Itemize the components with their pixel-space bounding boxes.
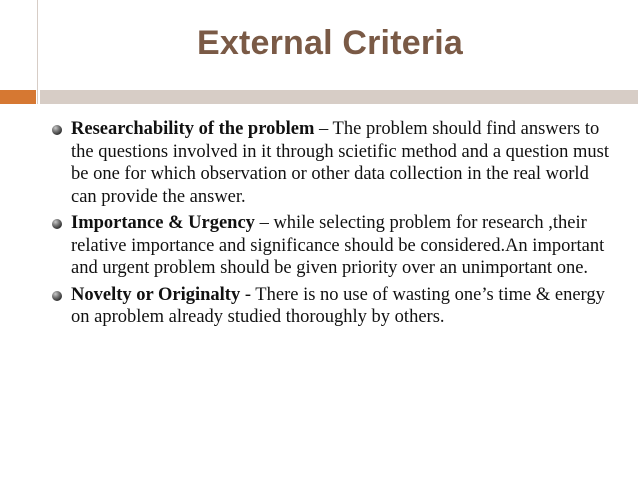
bullet-term: Novelty or Originalty [71,284,241,305]
bullet-item-novelty [49,284,609,329]
bullet-list [49,118,609,333]
accent-bar-right [40,90,638,104]
bullet-term: Researchability of the problem [71,119,315,139]
bullet-dot-icon [52,219,62,229]
bullet-text: – while selecting problem for research ,their relative importance and significance should be considered.An important and urgent problem should be given priority over an unimportant one. [71,213,605,278]
bullet-text: – The problem should find answers to the questions involved in it through scietific method and a question must be one for which observation or other data collection in the real world can provide the answer. [71,119,609,207]
bullet-dot-icon [52,291,62,301]
bullet-dot-icon [52,125,62,135]
bullet-term: Importance & Urgency [71,213,255,233]
bullet-item-importance [49,212,609,280]
accent-bar-left [0,90,36,104]
header-divider-line [37,0,38,104]
bullet-item-researchability [49,118,609,208]
slide-title: External Criteria [196,24,464,62]
bullet-text: - There is no use of wasting one’s time & energy on aproblem already studied thoroughly by others. [71,284,605,327]
